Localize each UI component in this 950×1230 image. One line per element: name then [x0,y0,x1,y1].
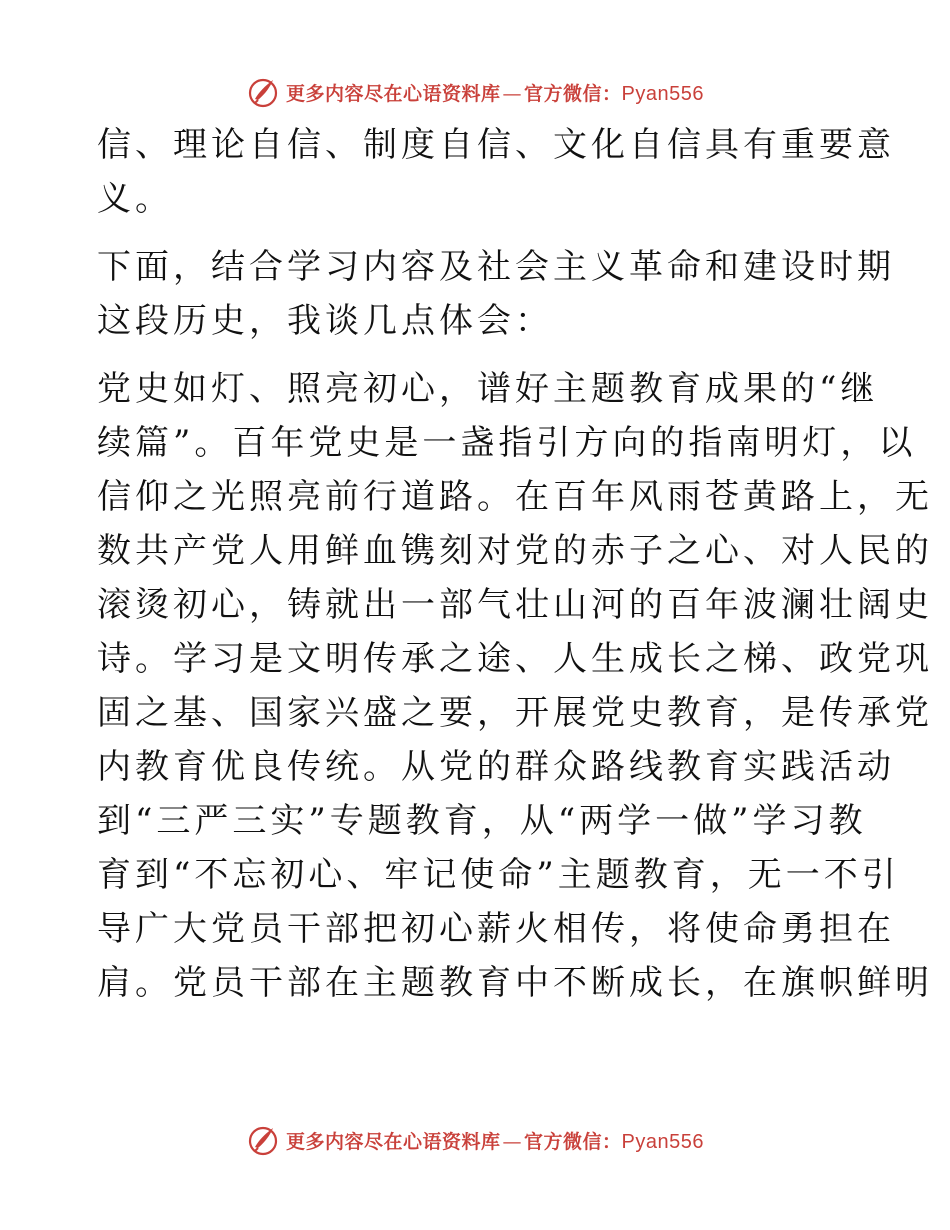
paragraph-line: 数共产党人用鲜血镌刻对党的赤子之心、对人民的 [97,531,933,571]
footer-banner-title: 更多内容尽在心语资料库 [286,1130,501,1153]
footer-banner-wechat-label: 官方微信： [524,1130,622,1153]
paragraph-line: 义。 [97,179,173,219]
paragraph-line: 诗。学习是文明传承之途、人生成长之梯、政党巩 [97,639,933,679]
paragraph-line: 续篇”。百年党史是一盏指引方向的指南明灯，以 [97,423,917,463]
paragraph-line: 到“三严三实”专题教育，从“两学一做”学习教 [97,801,867,841]
document-body [97,118,933,1010]
paragraph-line: 信、理论自信、制度自信、文化自信具有重要意 [97,125,895,165]
header-watermark-banner [0,72,950,112]
footer-watermark-banner [0,1120,950,1160]
paragraph-line: 导广大党员干部把初心薪火相传，将使命勇担在 [97,909,895,949]
footer-banner-separator: — [502,1130,523,1153]
header-banner-title: 更多内容尽在心语资料库 [286,82,501,105]
header-banner-wechat-id: Pyan556 [621,82,704,105]
paragraph-line: 信仰之光照亮前行道路。在百年风雨苍黄路上，无 [97,477,933,517]
header-banner-separator: — [502,82,523,105]
paragraph-line: 肩。党员干部在主题教育中不断成长，在旗帜鲜明 [97,963,933,1003]
footer-banner-text [286,1127,704,1154]
header-banner-wechat-label: 官方微信： [524,82,622,105]
quill-seal-logo-icon [246,75,280,109]
footer-banner-wechat-id: Pyan556 [621,1130,704,1153]
paragraph-line: 下面，结合学习内容及社会主义革命和建设时期 [97,247,895,287]
quill-seal-logo-icon [246,1123,280,1157]
paragraph-line: 固之基、国家兴盛之要，开展党史教育，是传承党 [97,693,933,733]
paragraph-line: 党史如灯、照亮初心，谱好主题教育成果的“继 [97,369,879,409]
paragraph-3 [97,362,933,1010]
paragraph-2 [97,240,895,348]
paragraph-line: 滚烫初心，铸就出一部气壮山河的百年波澜壮阔史 [97,585,933,625]
paragraph-line: 内教育优良传统。从党的群众路线教育实践活动 [97,747,895,787]
paragraph-line: 育到“不忘初心、牢记使命”主题教育，无一不引 [97,855,900,895]
paragraph-line: 这段历史，我谈几点体会： [97,301,553,341]
paragraph-1 [97,118,895,226]
header-banner-text [286,79,704,106]
